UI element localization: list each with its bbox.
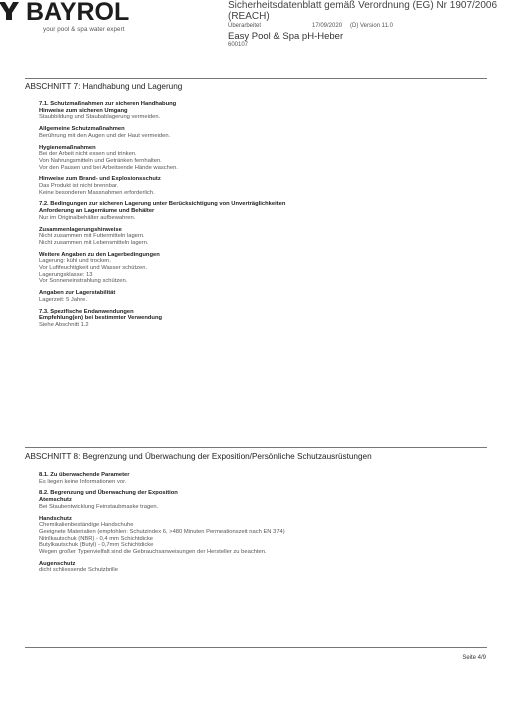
body-text-line: Vor den Pausen und bei Arbeitsende Hände waschen. bbox=[39, 164, 178, 171]
subsection-heading: Augenschutz bbox=[39, 560, 76, 567]
body-text-line: Vor Luftfeuchtigkeit und Wasser schützen. bbox=[39, 265, 148, 272]
subsection-heading: Weitere Angaben zu den Lagerbedingungen bbox=[39, 251, 160, 258]
revised-date: 17/09/2020 bbox=[312, 23, 343, 29]
product-code: 600107 bbox=[228, 42, 249, 48]
subsection-heading: Zusammenlagerungshinweise bbox=[39, 226, 122, 233]
body-text-line: Bei der Arbeit nicht essen und trinken. bbox=[39, 151, 137, 158]
body-text-line: Nitrilkautschuk (NBR) - 0,4 mm Schichtdicke bbox=[39, 535, 154, 542]
subsection-block bbox=[39, 176, 499, 196]
body-text-line: Von Nahrungsmitteln und Getränken fernhalten. bbox=[39, 157, 162, 164]
body-text-line: Nicht zusammen mit Futtermitteln lagern. bbox=[39, 233, 145, 240]
footer-divider bbox=[25, 647, 487, 648]
revised-label: Überarbeitet bbox=[228, 23, 262, 29]
subsection-block bbox=[39, 201, 499, 221]
subsection-block bbox=[39, 126, 499, 139]
subsection-heading: Hinweise zum Brand- und Explosionsschutz bbox=[39, 176, 161, 183]
subsection-heading: Allgemeine Schutzmaßnahmen bbox=[39, 126, 125, 133]
body-text-line: Es liegen keine Informationen vor. bbox=[39, 478, 127, 485]
body-text-line: Keine besonderen Massnahmen erforderlich. bbox=[39, 189, 155, 196]
logo-wordmark: BAYROL bbox=[26, 0, 130, 26]
subsection-heading: 7.2. Bedingungen zur sicheren Lagerung unter Berücksichtigung von Unverträglichkeiten bbox=[39, 201, 286, 208]
body-text-line: Nur im Originalbehälter aufbewahren. bbox=[39, 214, 136, 221]
subsection-heading: 8.1. Zu überwachende Parameter bbox=[39, 472, 130, 478]
subsection-heading: 7.1. Schutzmaßnahmen zur sicheren Handhabung bbox=[39, 101, 177, 107]
section-8-title: ABSCHNITT 8: Begrenzung und Überwachung der Exposition/Persönliche Schutzausrüstungen bbox=[25, 452, 372, 461]
section-8-content bbox=[39, 472, 499, 579]
body-text-line: Lagerung: kühl und trocken. bbox=[39, 258, 111, 265]
header-divider bbox=[25, 78, 487, 79]
revision-info bbox=[228, 23, 506, 29]
document-title: Sicherheitsdatenblatt gemäß Verordnung (EG) Nr 1907/2006 (REACH) bbox=[228, 0, 498, 22]
section-7-title: ABSCHNITT 7: Handhabung und Lagerung bbox=[25, 82, 183, 91]
page-number: Seite 4/9 bbox=[462, 655, 486, 661]
body-text-line: dicht schliessende Schutzbrille bbox=[39, 567, 118, 574]
subsection-block bbox=[39, 227, 499, 247]
body-text-line: Siehe Abschnitt 1.2 bbox=[39, 321, 89, 328]
body-text-line: Das Produkt ist nicht brennbar. bbox=[39, 183, 119, 190]
body-text-line: Lagerungsklasse: 13 bbox=[39, 271, 93, 278]
subsection-heading: Empfehlung(en) bei bestimmter Verwendung bbox=[39, 315, 163, 322]
subsection-block bbox=[39, 516, 499, 556]
body-text-line: Vor Sonneneinstrahlung schützen. bbox=[39, 278, 128, 285]
subsection-heading: Hinweise zum sicheren Umgang bbox=[39, 107, 128, 114]
body-text-line: Geeignete Materialien (empfohlen: Schutzindex 6, >480 Minuten Permeationszeit nach EN 374) bbox=[39, 528, 285, 535]
subsection-heading: Hygienemaßnahmen bbox=[39, 144, 96, 151]
section-7-content bbox=[39, 101, 499, 334]
bayrol-logo-mark bbox=[0, 0, 176, 27]
subsection-heading: Handschutz bbox=[39, 515, 72, 522]
subsection-block bbox=[39, 561, 499, 574]
subsection-block bbox=[39, 290, 499, 303]
body-text-line: Butylkautschuk (Butyl) - 0,7mm Schichtdicke bbox=[39, 542, 154, 549]
product-name: Easy Pool & Spa pH-Heber bbox=[228, 31, 344, 42]
subsection-heading: Angaben zur Lagerstabilität bbox=[39, 290, 116, 297]
section-divider bbox=[25, 447, 487, 448]
subsection-heading: Atemschutz bbox=[39, 497, 72, 504]
subsection-heading: 7.3. Spezifische Endanwendungen bbox=[39, 308, 134, 315]
body-text-line: Chemikalienbeständige Handschuhe bbox=[39, 522, 134, 529]
subsection-block bbox=[39, 490, 499, 510]
body-text-line: Berührung mit den Augen und der Haut vermeiden. bbox=[39, 132, 171, 139]
body-text-line: Nicht zusammen mit Lebensmitteln lagern. bbox=[39, 239, 149, 246]
subsection-block bbox=[39, 472, 499, 485]
body-text-line: Staubbildung und Staubablagerung vermeiden. bbox=[39, 114, 161, 121]
subsection-block bbox=[39, 252, 499, 286]
document-header bbox=[228, 0, 506, 48]
logo-tagline: your pool & spa water expert bbox=[43, 26, 125, 33]
subsection-block bbox=[39, 309, 499, 329]
body-text-line: Wegen großer Typenvielfalt sind die Gebrauchsanweisungen der Hersteller zu beachten. bbox=[39, 549, 267, 556]
body-text-line: Lagerzeit: 5 Jahre. bbox=[39, 296, 88, 303]
subsection-heading: Anforderung an Lagerräume und Behälter bbox=[39, 208, 155, 215]
subsection-heading: 8.2. Begrenzung und Überwachung der Exposition bbox=[39, 490, 178, 497]
subsection-block bbox=[39, 101, 499, 121]
bayrol-logo bbox=[0, 0, 176, 27]
document-version: (D) Version 11.0 bbox=[350, 23, 393, 29]
body-text-line: Bei Staubentwicklung Feinstaubmaske tragen. bbox=[39, 503, 159, 510]
subsection-block bbox=[39, 145, 499, 172]
